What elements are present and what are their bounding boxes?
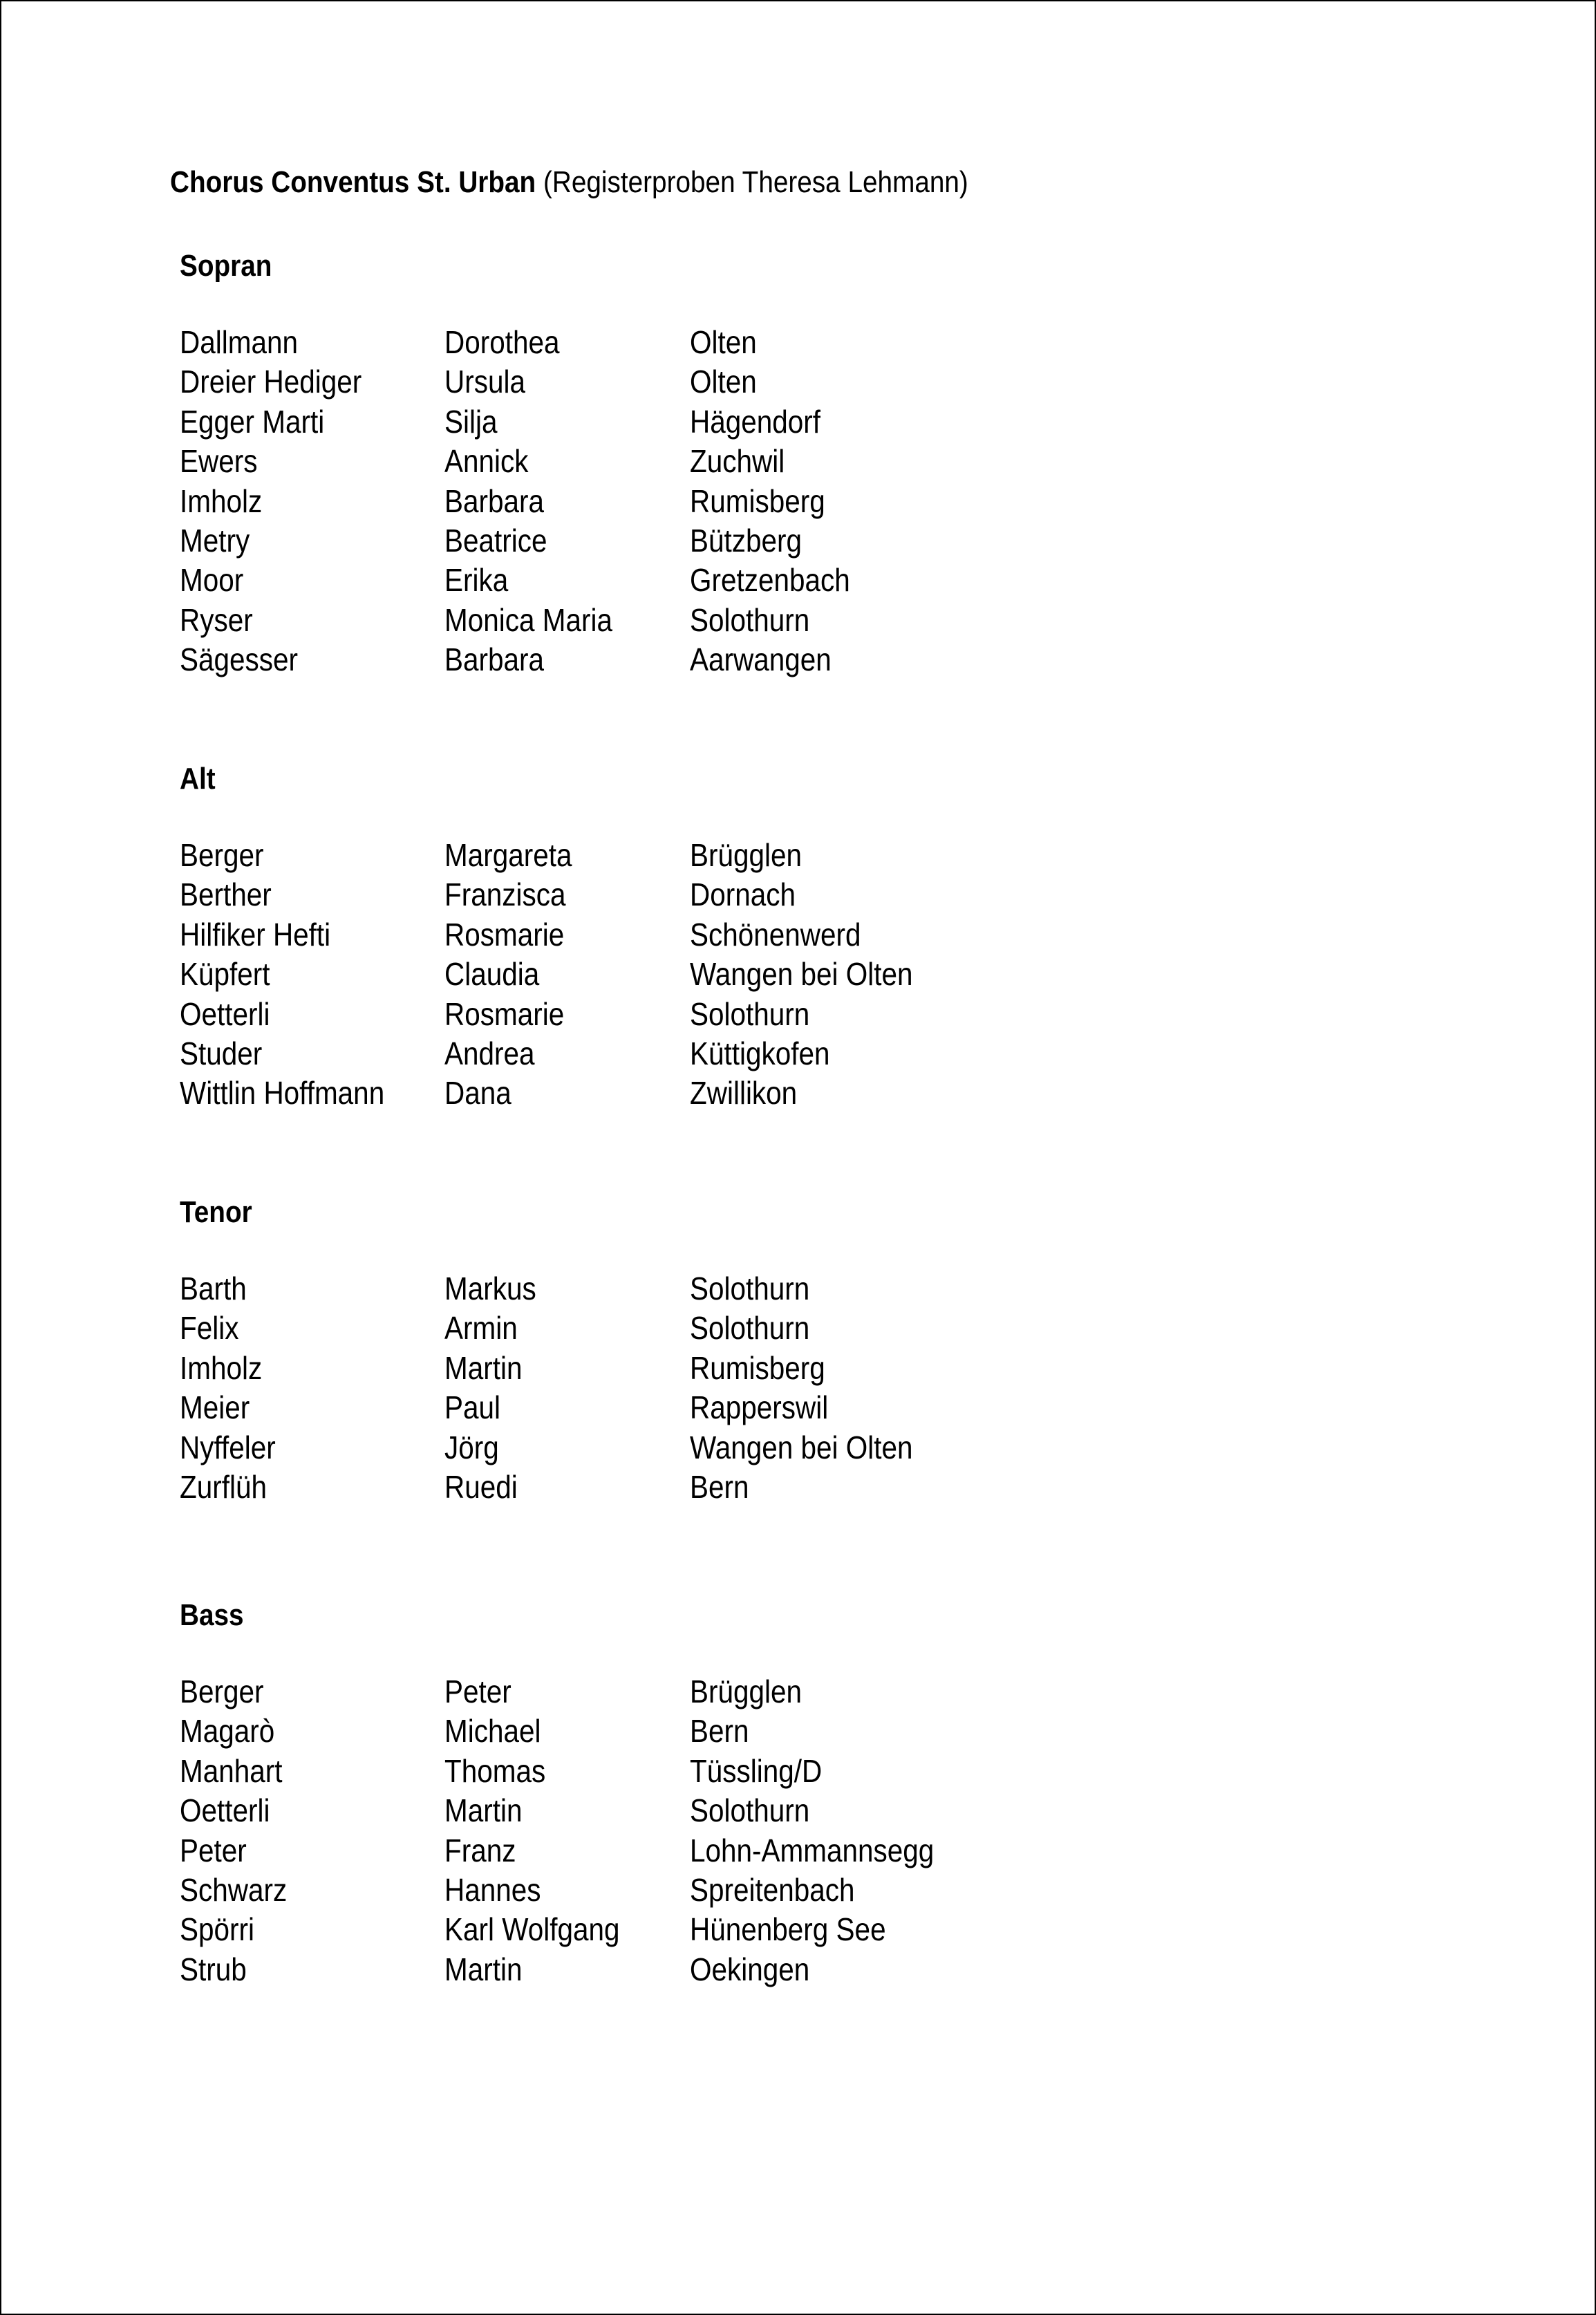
member-firstname: Claudia [444,956,540,993]
member-town: Wangen bei Olten [690,1429,913,1465]
member-row [180,1791,1078,1830]
member-surname: Strub [180,1951,247,1987]
member-surname: Egger Marti [180,403,325,440]
member-row [180,1831,1078,1871]
member-row [180,1349,1078,1388]
member-surname: Oetterli [180,1792,270,1829]
member-row [180,402,1078,442]
member-town: Bern [690,1713,749,1750]
member-row [180,1428,1078,1468]
member-town: Küttigkofen [690,1035,830,1071]
member-firstname: Dana [444,1075,511,1112]
member-firstname: Erika [444,562,509,599]
member-town: Rumisberg [690,1349,825,1386]
member-row [180,362,1078,402]
member-firstname: Paul [444,1389,501,1426]
member-town: Zuchwil [690,443,785,480]
section-sopran [180,245,850,678]
member-row [180,1388,1078,1427]
member-row [180,323,1078,362]
member-firstname: Barbara [444,482,545,519]
member-firstname: Ruedi [444,1468,518,1505]
member-surname: Imholz [180,1349,263,1386]
member-firstname: Silja [444,403,498,440]
member-town: Bern [690,1468,749,1505]
member-row [180,1910,1078,1949]
member-surname: Barth [180,1271,247,1306]
member-town: Spreitenbach [690,1871,855,1908]
member-surname: Berther [180,877,272,913]
member-town: Brügglen [690,1674,802,1709]
member-row [180,601,1078,640]
member-surname: Zurflüh [180,1468,267,1505]
member-surname: Meier [180,1389,250,1426]
member-surname: Schwarz [180,1871,288,1908]
member-surname: Oetterli [180,995,270,1032]
member-firstname: Beatrice [444,522,547,559]
member-row [180,1468,1078,1507]
member-surname: Berger [180,1674,264,1709]
member-surname: Imholz [180,482,263,519]
member-surname: Küpfert [180,956,270,993]
member-firstname: Armin [444,1310,518,1347]
member-firstname: Martin [444,1349,523,1386]
member-row [180,915,1078,955]
member-surname: Moor [180,562,244,599]
member-town: Brügglen [690,837,802,873]
member-list [180,836,1078,1114]
member-row [180,1309,1078,1348]
member-surname: Wittlin Hoffmann [180,1075,385,1112]
member-row [180,521,1078,561]
member-firstname: Rosmarie [444,995,565,1032]
member-surname: Ewers [180,443,258,480]
member-firstname: Jörg [444,1429,499,1465]
section-tenor [180,1192,913,1505]
member-row [180,1074,1078,1113]
member-surname: Sägesser [180,641,299,678]
member-firstname: Hannes [444,1871,541,1908]
member-town: Solothurn [690,995,810,1032]
member-row [180,1672,1078,1712]
member-firstname: Michael [444,1713,541,1750]
member-surname: Berger [180,837,264,873]
member-surname: Spörri [180,1911,254,1948]
member-town: Olten [690,364,757,400]
member-list [180,323,1078,680]
member-firstname: Franzisca [444,877,566,913]
section-heading: Tenor [180,1195,252,1229]
member-row [180,561,1078,600]
member-row [180,836,1078,875]
member-row [180,1034,1078,1074]
member-town: Solothurn [690,1310,810,1347]
member-row [180,1950,1078,1989]
member-row [180,955,1078,994]
member-firstname: Karl Wolfgang [444,1911,620,1948]
member-town: Gretzenbach [690,562,850,599]
member-surname: Hilfiker Hefti [180,916,331,953]
member-firstname: Rosmarie [444,916,565,953]
member-row [180,1269,1078,1309]
member-town: Hünenberg See [690,1911,886,1948]
member-town: Dornach [690,877,796,913]
member-surname: Manhart [180,1752,283,1789]
section-alt [180,758,913,1112]
member-town: Wangen bei Olten [690,956,913,993]
member-town: Lohn-Ammannsegg [690,1832,935,1868]
member-row [180,442,1078,481]
member-town: Oekingen [690,1951,810,1987]
member-firstname: Franz [444,1832,516,1868]
member-row [180,1712,1078,1751]
member-town: Solothurn [690,1792,810,1829]
member-row [180,1871,1078,1910]
section-bass [180,1595,935,1987]
member-firstname: Thomas [444,1752,546,1789]
member-row [180,482,1078,521]
member-town: Solothurn [690,1271,810,1306]
member-row [180,995,1078,1034]
member-town: Bützberg [690,522,802,559]
choir-name: Chorus Conventus St. Urban [170,165,536,199]
section-heading: Alt [180,762,216,796]
member-firstname: Barbara [444,641,545,678]
member-row [180,640,1078,679]
member-firstname: Margareta [444,837,572,873]
member-town: Olten [690,324,757,360]
member-town: Hägendorf [690,403,821,440]
member-list [180,1269,1078,1507]
member-list [180,1672,1078,1989]
member-surname: Ryser [180,601,253,638]
member-town: Solothurn [690,601,810,638]
member-surname: Dallmann [180,324,298,360]
member-firstname: Martin [444,1951,523,1987]
member-surname: Magarò [180,1713,275,1750]
member-firstname: Andrea [444,1035,535,1071]
member-town: Rapperswil [690,1389,829,1426]
member-firstname: Dorothea [444,324,560,360]
member-firstname: Martin [444,1792,523,1829]
member-row [180,1752,1078,1791]
section-heading: Bass [180,1598,244,1632]
member-firstname: Peter [444,1674,511,1709]
document-title [170,162,968,203]
member-firstname: Ursula [444,364,525,400]
member-town: Aarwangen [690,641,832,678]
member-town: Zwillikon [690,1075,798,1112]
section-heading: Sopran [180,249,272,283]
member-row [180,875,1078,915]
title-subtitle: (Registerproben Theresa Lehmann) [536,165,968,199]
member-town: Rumisberg [690,482,825,519]
member-firstname: Annick [444,443,529,480]
member-town: Tüssling/D [690,1752,823,1789]
member-surname: Metry [180,522,250,559]
member-surname: Nyffeler [180,1429,276,1465]
member-firstname: Monica Maria [444,601,612,638]
member-surname: Peter [180,1832,247,1868]
member-surname: Dreier Hediger [180,364,362,400]
member-surname: Felix [180,1310,239,1347]
member-town: Schönenwerd [690,916,861,953]
member-firstname: Markus [444,1271,536,1306]
member-surname: Studer [180,1035,263,1071]
